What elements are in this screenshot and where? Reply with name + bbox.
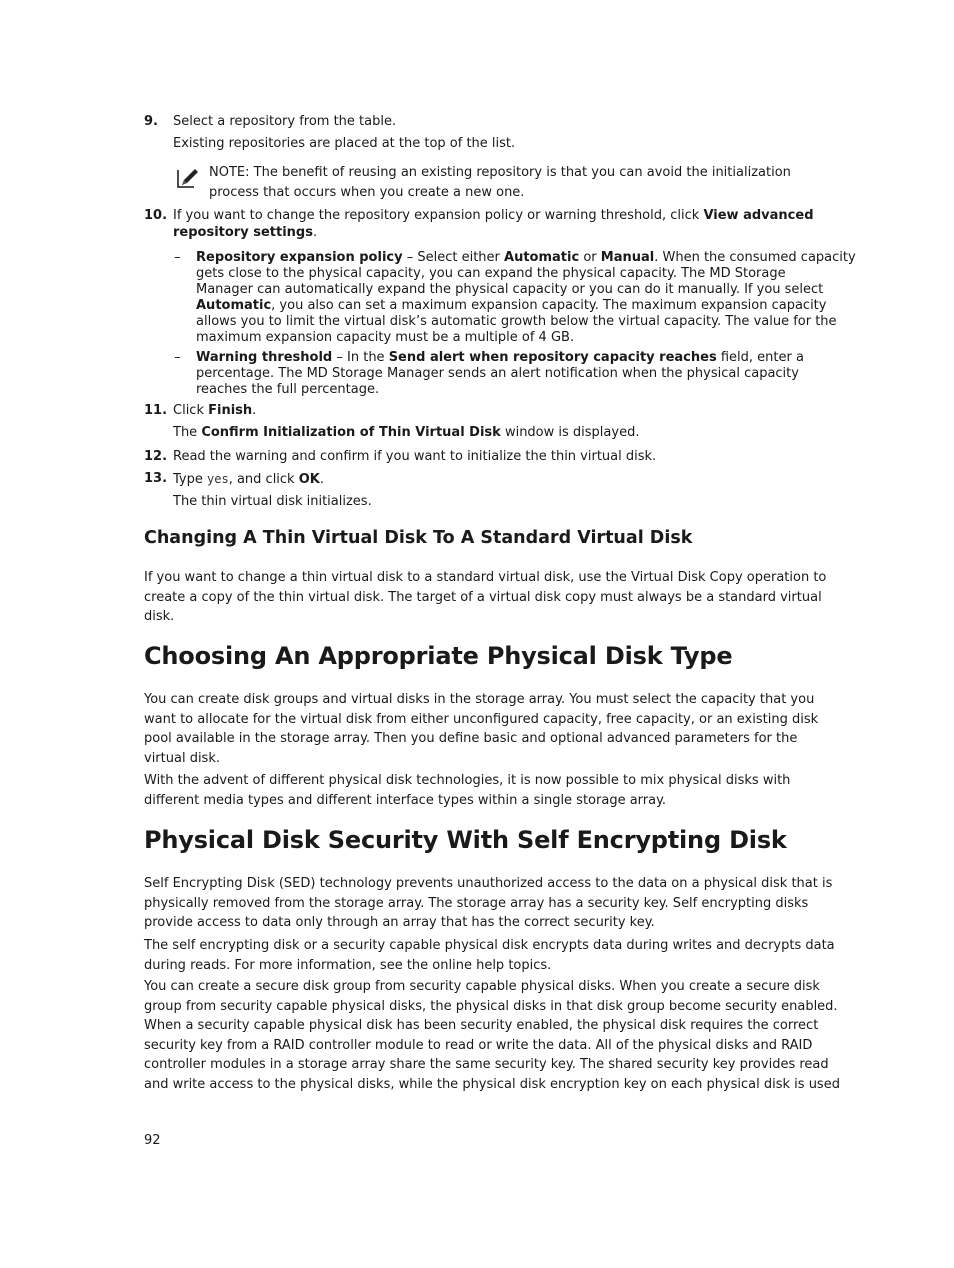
bullet-line: allows you to limit the virtual disk’s automatic growth below the virtual capacity. The value for the — [196, 314, 837, 329]
step-subtext: Existing repositories are placed at the top of the list. — [173, 136, 516, 151]
section-title: Choosing An Appropriate Physical Disk Type — [144, 642, 733, 670]
bullet-line: maximum expansion capacity must be a multiple of 4 GB. — [196, 330, 575, 345]
step-number: 9. — [144, 114, 158, 129]
paragraph: If you want to change a thin virtual disk to a standard virtual disk, use the Virtual Disk Copy operation to create a copy of the thin virtual disk. The target of a virtual disk copy must always be a standard virtual disk. — [144, 570, 827, 624]
note-line-2: process that occurs when you create a new one. — [209, 185, 525, 200]
step-number: 12. — [144, 449, 168, 464]
paragraph: Self Encrypting Disk (SED) technology prevents unauthorized access to the data on a physical disk that is physically removed from the storage array. The storage array has a security key. Self encrypting disks provide access to data only through an array that has the correct security key. — [144, 876, 833, 930]
bullet-line: Repository expansion policy – Select either Automatic or Manual. When the consumed capacity — [196, 250, 856, 265]
step-subtext: The thin virtual disk initializes. — [173, 494, 372, 509]
bullet-line: Automatic, you also can set a maximum expansion capacity. The maximum expansion capacity — [196, 298, 827, 313]
step-text: Click Finish. — [173, 403, 257, 418]
step-number: 10. — [144, 208, 168, 223]
note-label: NOTE: — [209, 165, 250, 180]
code-snippet: yes — [207, 472, 229, 486]
step-text: Type yes, and click OK. — [173, 472, 324, 487]
bullet-line: reaches the full percentage. — [196, 382, 380, 397]
step-number: 11. — [144, 403, 168, 418]
step-text-cont: repository settings. — [173, 225, 318, 240]
paragraph: The self encrypting disk or a security capable physical disk encrypts data during writes and decrypts data during reads. For more information, see the online help topics. — [144, 938, 835, 973]
section-heading: Changing A Thin Virtual Disk To A Standard Virtual Disk — [144, 528, 693, 548]
step-text: Select a repository from the table. — [173, 114, 397, 129]
step-subtext: The Confirm Initialization of Thin Virtual Disk window is displayed. — [173, 425, 640, 440]
step-text: If you want to change the repository expansion policy or warning threshold, click View advanced — [173, 208, 814, 223]
page-number: 92 — [144, 1133, 161, 1148]
bullet-line: gets close to the physical capacity, you can expand the physical capacity. The MD Storage — [196, 266, 786, 281]
section-title: Physical Disk Security With Self Encrypting Disk — [144, 826, 787, 854]
pencil-note-icon — [176, 166, 200, 190]
paragraph: You can create disk groups and virtual disks in the storage array. You must select the capacity that you want to allocate for the virtual disk from either unconfigured capacity, free capacity, or an existing disk pool available in the storage array. Then you define basic and optional advanced parameters for the virtual disk. — [144, 692, 819, 766]
bullet-line: Manager can automatically expand the physical capacity or you can do it manually. If you select — [196, 282, 824, 297]
step-number: 13. — [144, 471, 168, 486]
bullet-dash: – — [174, 250, 181, 265]
step-text: Read the warning and confirm if you want to initialize the thin virtual disk. — [173, 449, 657, 464]
bullet-dash: – — [174, 350, 181, 365]
bullet-line: percentage. The MD Storage Manager sends an alert notification when the physical capacity — [196, 366, 799, 381]
paragraph: You can create a secure disk group from security capable physical disks. When you create a secure disk group from security capable physical disks, the physical disks in that disk group become security enabled. When a security capable physical disk has been security enabled, the physical disk requires the correct security key from a RAID controller module to read or write the data. All of the physical disks and RAID controller modules in a storage array share the same security key. The shared security key provides read and write access to the physical disks, while the physical disk encryption key on each physical disk is used — [144, 979, 840, 1092]
bullet-line: Warning threshold – In the Send alert when repository capacity reaches field, enter a — [196, 350, 804, 365]
note-line-1: NOTE: The benefit of reusing an existing repository is that you can avoid the initialization — [209, 165, 791, 180]
paragraph: With the advent of different physical disk technologies, it is now possible to mix physical disks with different media types and different interface types within a single storage array. — [144, 773, 791, 808]
